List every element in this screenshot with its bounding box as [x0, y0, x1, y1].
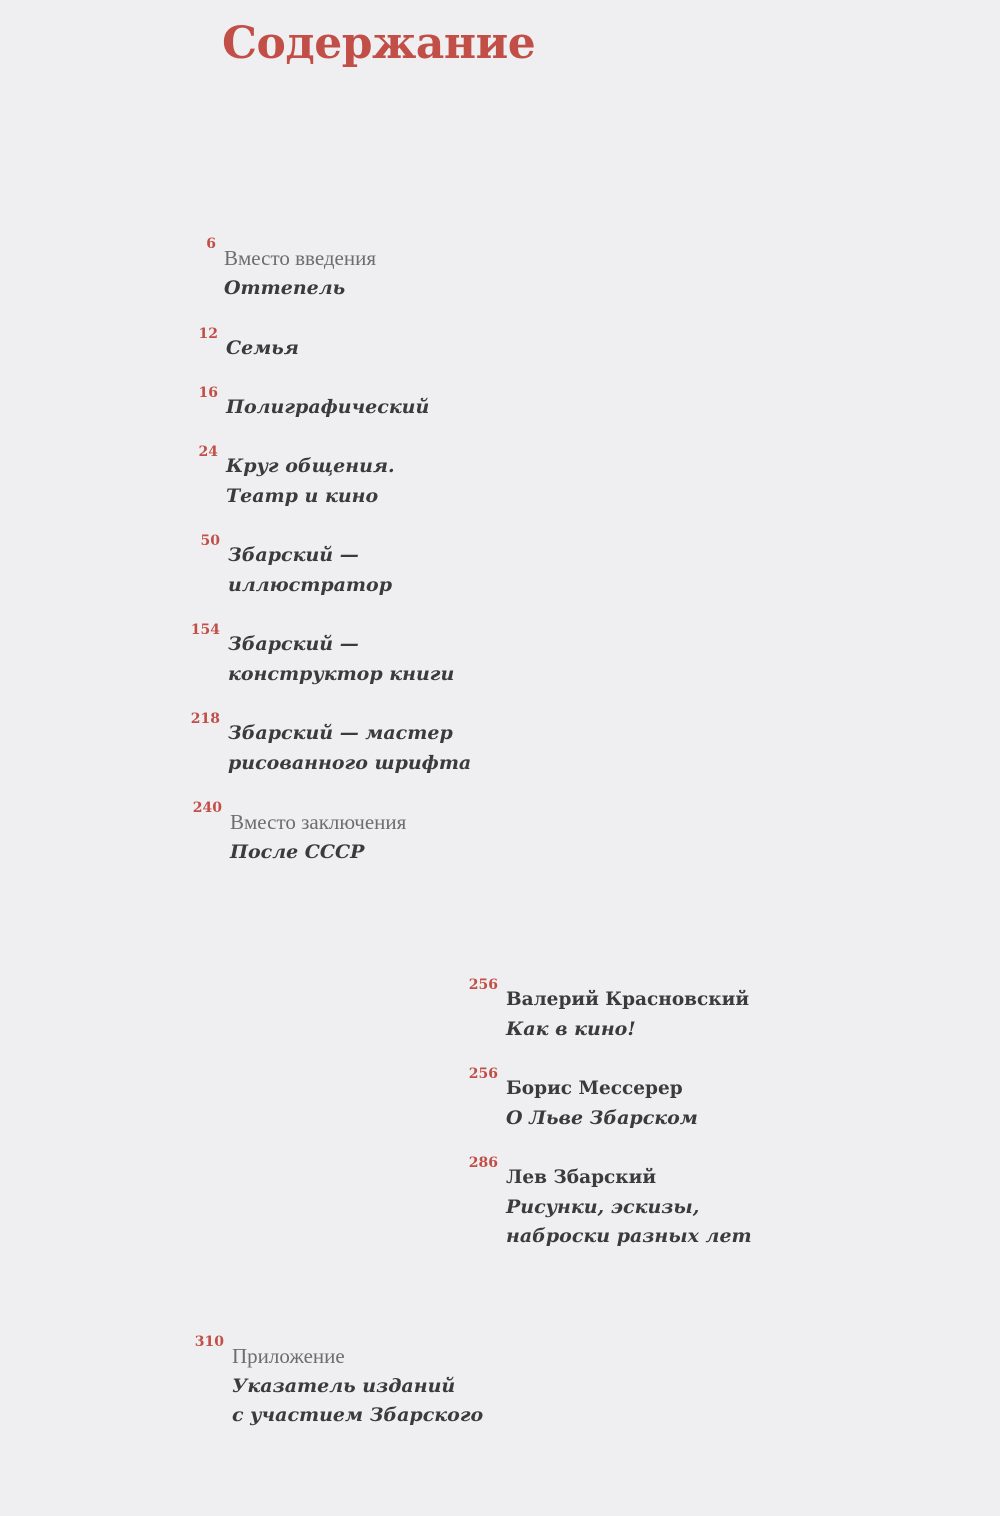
entry-kicker: Вместо введения [224, 246, 377, 270]
page-number: 154 [190, 622, 220, 638]
essay-author: Лев Збарский [506, 1167, 657, 1188]
essay-title-line: О Льве Збарском [506, 1106, 698, 1129]
page-number: 286 [468, 1155, 498, 1171]
essay-title-line: наброски разных лет [506, 1225, 752, 1247]
entry-title: Семья [226, 337, 299, 359]
appendix-title-line: с участием Збарского [232, 1404, 484, 1426]
entry-title-line: иллюстратор [228, 573, 392, 596]
page-title: Содержание [222, 18, 536, 69]
page-number: 256 [468, 1066, 498, 1082]
toc-entry [192, 800, 407, 867]
entry-title-line: Збарский — мастер [228, 722, 453, 744]
toc-entry [206, 236, 377, 303]
page-number: 6 [206, 236, 216, 252]
entry-kicker: Вместо заключения [230, 810, 407, 834]
essay-title-line: Как в кино! [506, 1017, 636, 1040]
toc-essay-entry [468, 1155, 752, 1252]
essay-author: Борис Мессерер [506, 1078, 683, 1099]
entry-title: Оттепель [224, 276, 346, 299]
page-number: 24 [198, 444, 218, 460]
page-number: 218 [190, 711, 220, 727]
toc-entry [190, 622, 455, 689]
entry-title-line: Збарский — [228, 633, 359, 655]
toc-entry [190, 711, 472, 778]
page-number: 310 [194, 1334, 224, 1350]
toc-entry [198, 444, 395, 511]
essay-title-line: Рисунки, эскизы, [506, 1195, 700, 1218]
toc-essay-entry [468, 1066, 698, 1133]
entry-title-line: Круг общения. [226, 455, 395, 477]
appendix-title-line: Указатель изданий [232, 1374, 456, 1397]
appendix-kicker: Приложение [232, 1344, 345, 1368]
page-number: 16 [198, 385, 218, 401]
toc-appendix-entry [194, 1334, 484, 1431]
page-number: 240 [192, 800, 222, 816]
toc-entry [198, 326, 299, 364]
entry-title-line: Збарский — [228, 544, 359, 566]
toc-entry [198, 385, 430, 423]
essay-author: Валерий Красновский [506, 989, 750, 1010]
entry-title-line: конструктор книги [228, 662, 455, 685]
toc-entry [200, 533, 392, 600]
entry-title: После СССР [230, 840, 365, 863]
page-number: 50 [200, 533, 220, 549]
page-number: 12 [198, 326, 218, 342]
page-number: 256 [468, 977, 498, 993]
entry-title-line: рисованного шрифта [228, 751, 472, 774]
toc-essay-entry [468, 977, 750, 1044]
entry-title-line: Театр и кино [226, 484, 379, 507]
entry-title: Полиграфический [226, 396, 430, 418]
